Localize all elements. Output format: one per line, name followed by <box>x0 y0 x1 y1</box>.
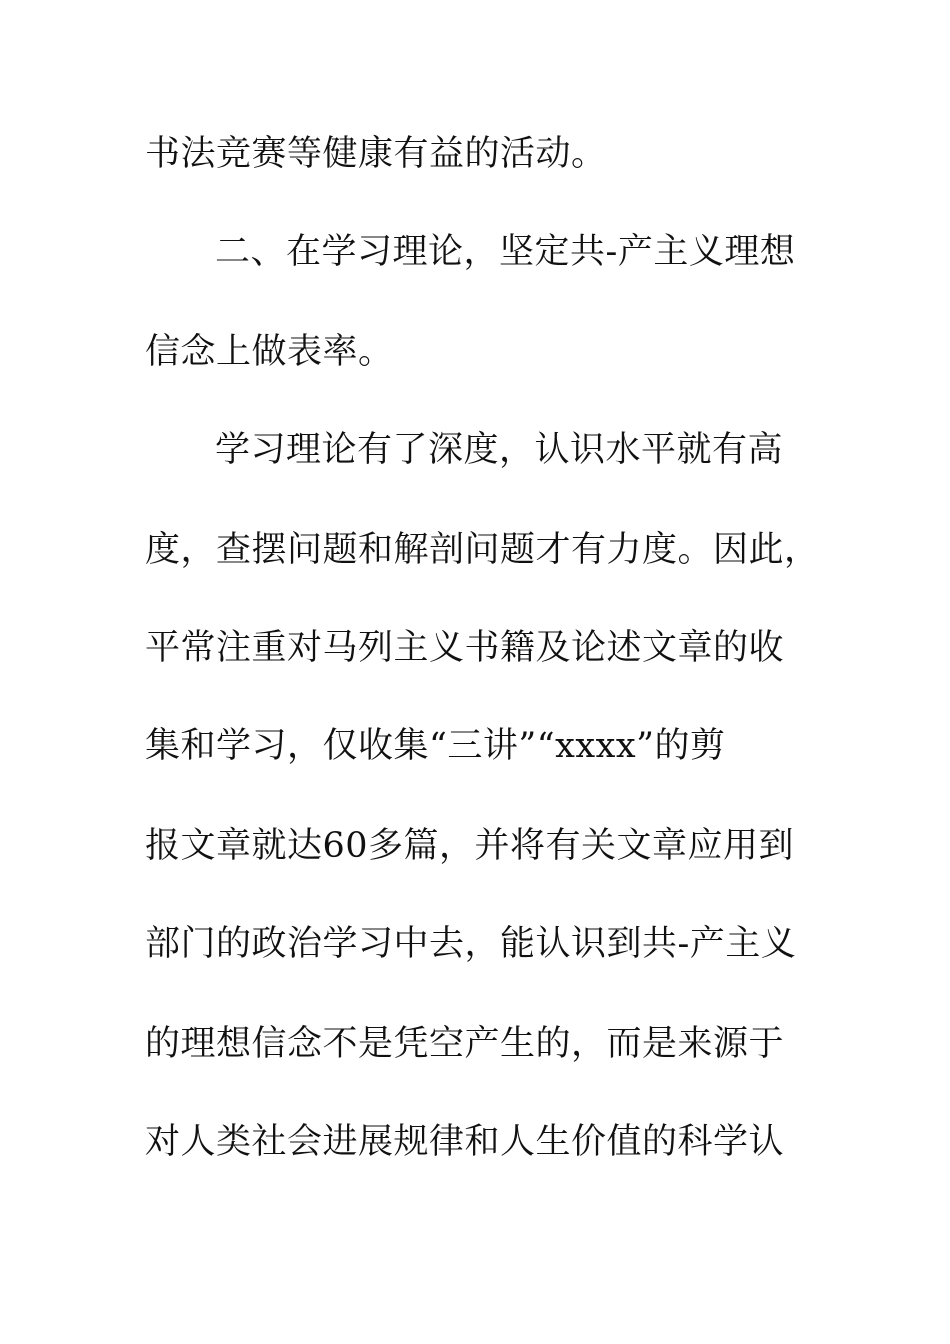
text-line-8: 报文章就达60多篇，并将有关文章应用到 <box>145 826 795 866</box>
paragraph-start: 学习理论有了深度，认识水平就有高 <box>215 430 784 470</box>
text-line-5: 度，查摆问题和解剖问题才有力度。因此， <box>145 530 820 570</box>
text-line-11: 对人类社会进展规律和人生价值的科学认 <box>145 1122 785 1162</box>
text-line-7: 集和学习，仅收集“三讲”“xxxx”的剪 <box>145 726 726 766</box>
text-line-10: 的理想信念不是凭空产生的，而是来源于 <box>145 1024 785 1064</box>
text-line-9: 部门的政治学习中去，能认识到共-产主义 <box>145 924 797 964</box>
text-line-6: 平常注重对马列主义书籍及论述文章的收 <box>145 628 785 668</box>
text-line-3: 信念上做表率。 <box>145 332 394 372</box>
text-line-1: 书法竞赛等健康有益的活动。 <box>145 134 607 174</box>
section-heading: 二、在学习理论，坚定共-产主义理想 <box>215 232 796 272</box>
